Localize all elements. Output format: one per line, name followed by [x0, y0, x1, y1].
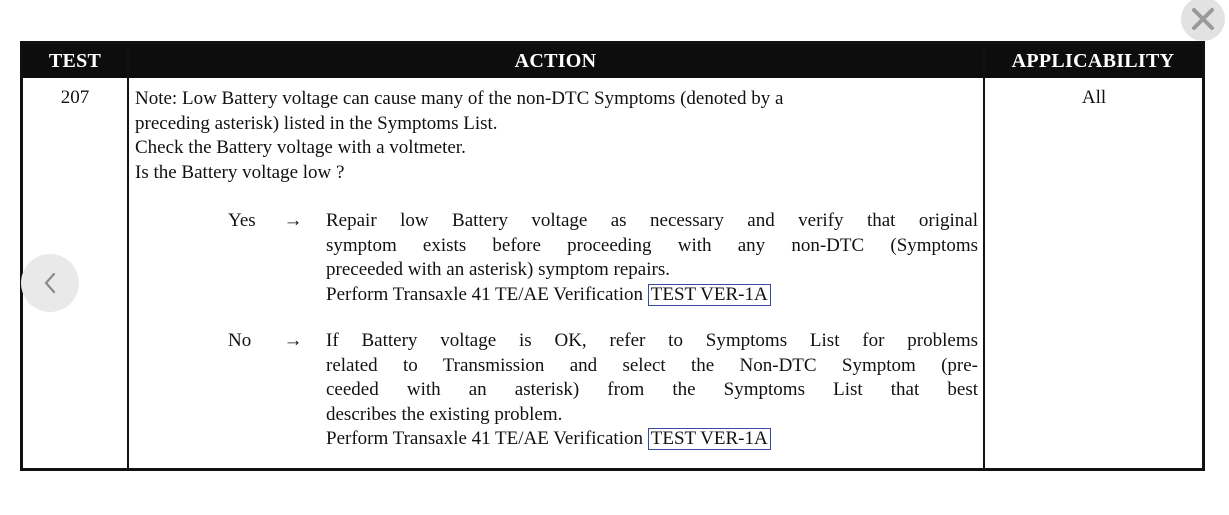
yes-line: symptom exists before proceeding with any non-DTC (Symptoms: [326, 234, 978, 256]
arrow-right-icon: →: [283, 330, 303, 351]
no-test-ver-link[interactable]: TEST VER-1A: [648, 428, 771, 450]
arrow-right-icon: →: [283, 210, 303, 231]
yes-line: Repair low Battery voltage as necessary and verify that original: [326, 210, 978, 231]
yes-perform-line: [326, 283, 978, 308]
action-line: Is the Battery voltage low ?: [135, 161, 345, 183]
no-perform-text: Perform Transaxle 41 TE/AE Verification: [326, 428, 643, 449]
no-line: ceeded with an asterisk) from the Symptoms List that best: [326, 379, 978, 400]
yes-label: Yes: [228, 210, 256, 231]
column-divider: [127, 44, 129, 468]
yes-perform-text: Perform Transaxle 41 TE/AE Verification: [326, 283, 643, 305]
action-line: Check the Battery voltage with a voltmeter.: [135, 137, 466, 158]
close-button[interactable]: [1181, 0, 1225, 41]
no-instructions: [326, 329, 978, 452]
no-label: No: [228, 330, 252, 351]
action-line: Note: Low Battery voltage can cause many of the non-DTC Symptoms (denoted by a: [135, 88, 784, 109]
no-line: describes the existing problem.: [326, 403, 563, 425]
table-header-row: [23, 44, 1202, 78]
diagnostic-test-table: [20, 41, 1205, 471]
header-test: TEST: [48, 50, 102, 72]
applicability-value: All: [1081, 87, 1107, 108]
no-line: related to Transmission and select the Non-DTC Symptom (pre-: [326, 354, 978, 376]
test-number: 207: [60, 87, 90, 108]
header-applicability: APPLICABILITY: [1011, 50, 1175, 72]
header-action: ACTION: [514, 50, 597, 72]
chevron-left-icon: [40, 268, 60, 298]
previous-page-button[interactable]: [21, 254, 79, 312]
yes-line: preceeded with an asterisk) symptom repairs.: [326, 259, 670, 280]
no-perform-line: [326, 427, 978, 452]
no-line: If Battery voltage is OK, refer to Symptoms List for problems: [326, 330, 978, 351]
close-icon: [1190, 6, 1216, 32]
action-line: preceding asterisk) listed in the Symptoms List.: [135, 112, 498, 134]
yes-instructions: [326, 209, 978, 307]
action-text: [135, 87, 977, 185]
yes-test-ver-link[interactable]: TEST VER-1A: [648, 284, 771, 306]
